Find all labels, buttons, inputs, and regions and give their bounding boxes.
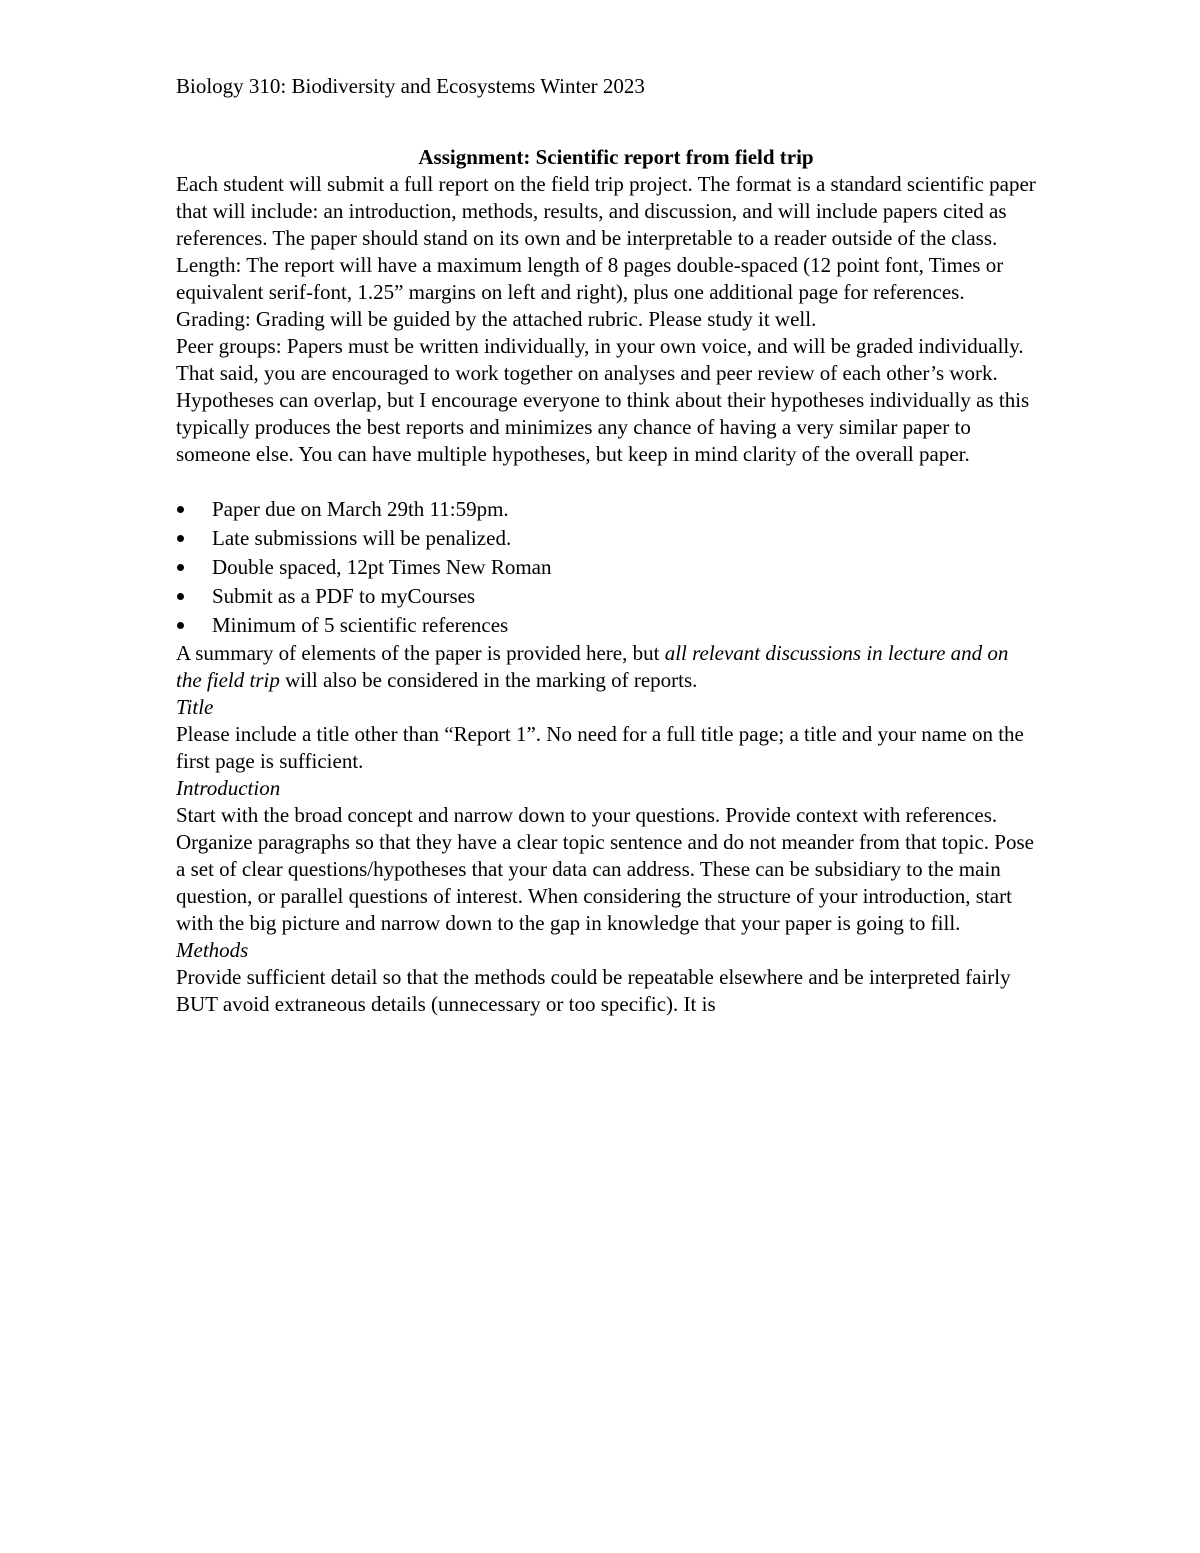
bullet-icon: [177, 506, 184, 513]
list-item-text: Submit as a PDF to myCourses: [212, 584, 476, 608]
intro-paragraph: Each student will submit a full report on the field trip project. The format is a standard scientific paper that will include: an introduction, methods, results, and discussion, and will include papers cited as references. The paper should stand on its own and be interpretable to a reader outside of the class.: [176, 172, 1036, 250]
introduction-section-body: Start with the broad concept and narrow down to your questions. Provide context with references. Organize paragraphs so that they have a clear topic sentence and do not meander from that topic. Pose a set of clear questions/hypotheses that your data can address. These can be subsidiary to the main question, or parallel questions of interest. When considering the structure of your introduction, start with the big picture and narrow down to the gap in knowledge that your paper is going to fill.: [176, 803, 1034, 935]
list-item: [176, 524, 1036, 553]
bullet-icon: [177, 622, 184, 629]
list-item: [176, 553, 1036, 582]
title-section-heading: Title: [176, 695, 214, 719]
course-header: Biology 310: Biodiversity and Ecosystems Winter 2023: [176, 74, 645, 98]
list-item: [176, 495, 1036, 524]
peer-groups-paragraph: Peer groups: Papers must be written individually, in your own voice, and will be graded individually. That said, you are encouraged to work together on analyses and peer review of each other’s work. Hypotheses can overlap, but I encourage everyone to think about their hypotheses individually as this typically produces the best reports and minimizes any chance of having a very similar paper to someone else. You can have multiple hypotheses, but keep in mind clarity of the overall paper.: [176, 334, 1030, 466]
list-item-text: Late submissions will be penalized.: [212, 526, 512, 550]
grading-paragraph: Grading: Grading will be guided by the attached rubric. Please study it well.: [176, 307, 817, 331]
document-content: [176, 73, 1036, 1018]
list-item-text: Paper due on March 29th 11:59pm.: [212, 497, 509, 521]
list-item: [176, 582, 1036, 611]
summary-paragraph: [176, 640, 1036, 694]
bullet-icon: [177, 564, 184, 571]
title-section-body: Please include a title other than “Report 1”. No need for a full title page; a title and your name on the first page is sufficient.: [176, 722, 1024, 773]
bullet-icon: [177, 593, 184, 600]
summary-text-after: will also be considered in the marking of reports.: [279, 668, 698, 692]
list-item-text: Double spaced, 12pt Times New Roman: [212, 555, 552, 579]
introduction-section-heading: Introduction: [176, 776, 281, 800]
bullet-icon: [177, 535, 184, 542]
summary-emphasis: all relevant discussions in lecture and on the field trip: [176, 641, 1009, 692]
list-item: [176, 611, 1036, 640]
length-paragraph: Length: The report will have a maximum length of 8 pages double-spaced (12 point font, Times or equivalent serif-font, 1.25” margins on left and right), plus one additional page for references.: [176, 253, 1004, 304]
requirements-list: [176, 495, 1036, 640]
assignment-title: Assignment: Scientific report from field trip: [418, 145, 814, 169]
list-item-text: Minimum of 5 scientific references: [212, 613, 509, 637]
methods-section-body: Provide sufficient detail so that the methods could be repeatable elsewhere and be interpreted fairly BUT avoid extraneous details (unnecessary or too specific). It is: [176, 965, 1011, 1016]
methods-section-heading: Methods: [176, 938, 249, 962]
summary-text-before: A summary of elements of the paper is provided here, but: [176, 641, 665, 665]
